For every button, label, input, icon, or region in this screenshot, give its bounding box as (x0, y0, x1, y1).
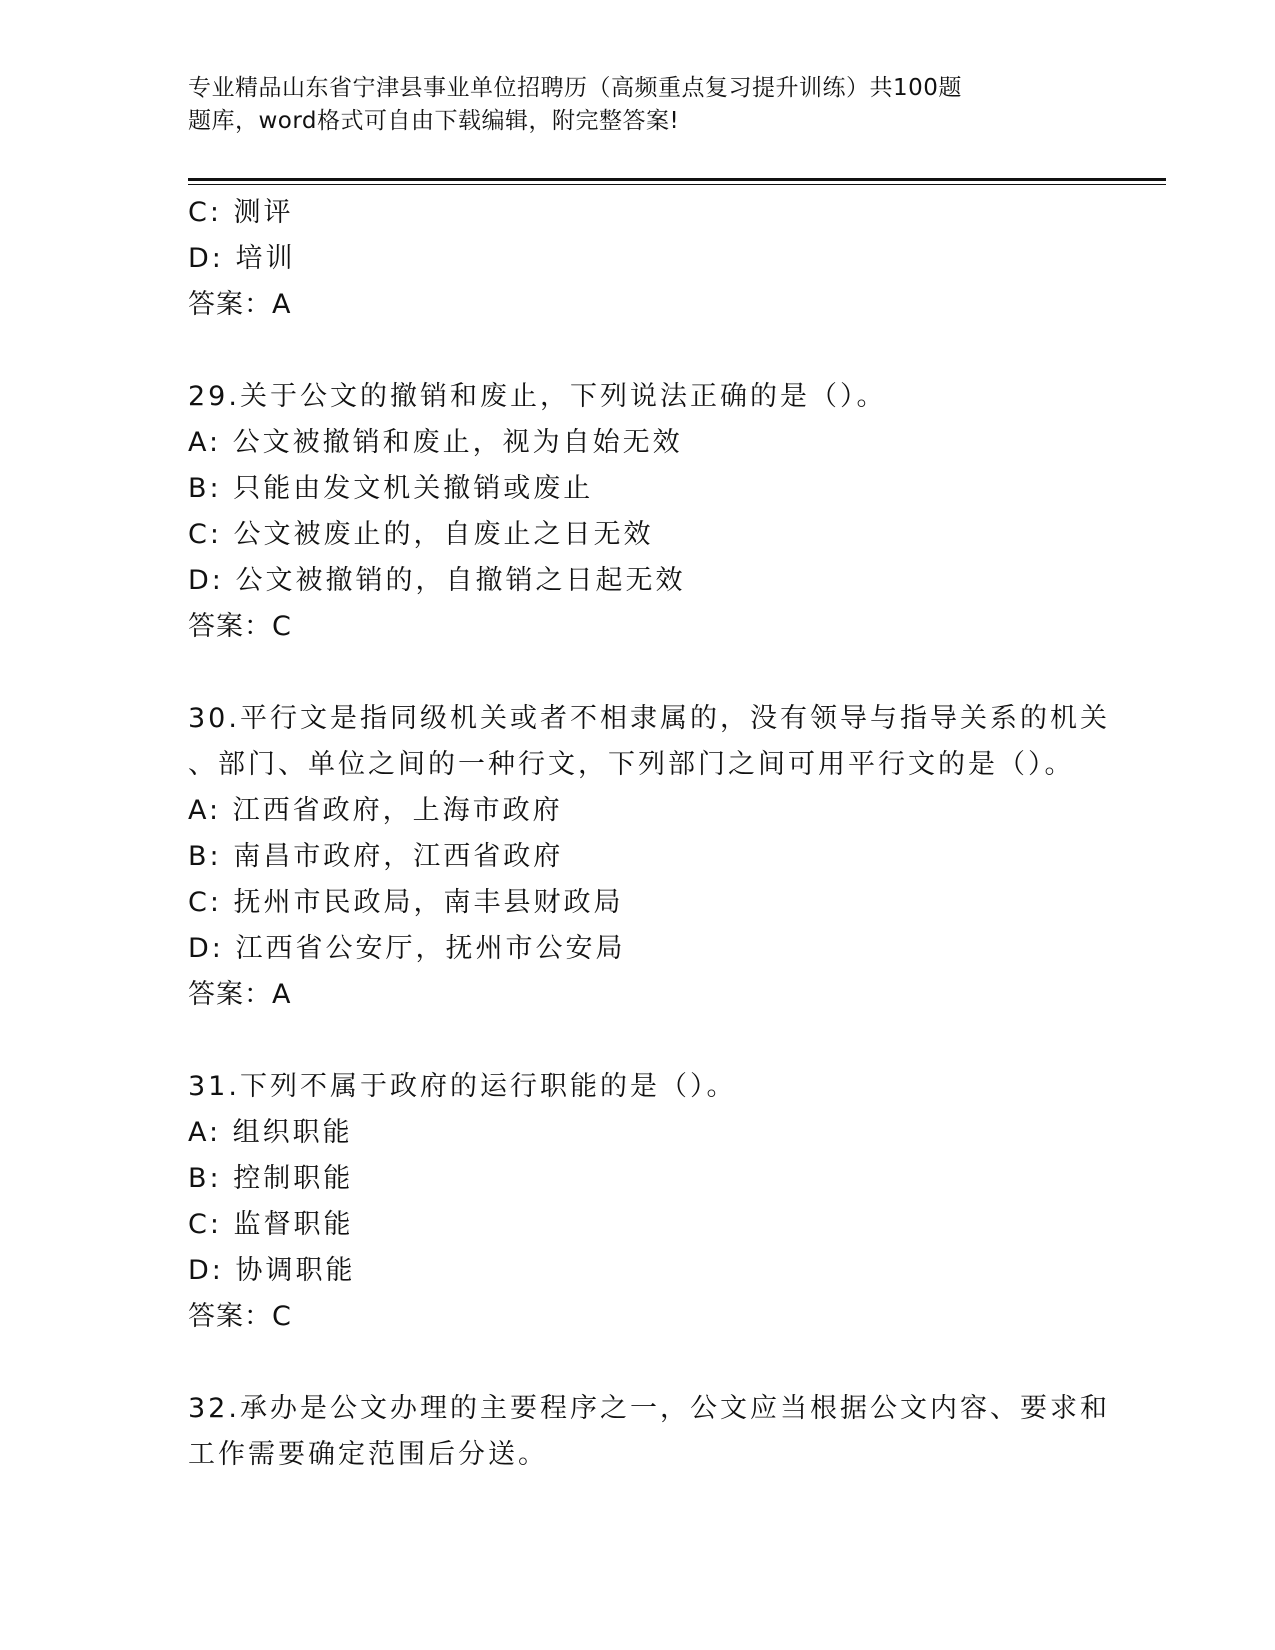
option-c: C: 公文被废止的，自废止之日无效 (188, 519, 654, 550)
question-text-continued: 、部门、单位之间的一种行文，下列部门之间可用平行文的是（）。 (188, 749, 1075, 780)
answer-line: 答案：C (188, 1301, 292, 1332)
spacer (188, 328, 1088, 374)
document-body (188, 190, 1110, 1478)
header-line-2: 题库，word格式可自由下载编辑，附完整答案! (188, 108, 680, 134)
spacer (188, 1340, 1088, 1386)
question-text: 31.下列不属于政府的运行职能的是（）。 (188, 1071, 737, 1102)
answer-line: 答案：A (188, 289, 292, 320)
spacer (188, 1018, 1088, 1064)
question-text: 30.平行文是指同级机关或者不相隶属的，没有领导与指导关系的机关 (188, 703, 1110, 734)
option-b: B: 控制职能 (188, 1163, 354, 1194)
option-a: A: 组织职能 (188, 1117, 353, 1148)
answer-line: 答案：A (188, 979, 292, 1010)
answer-line: 答案：C (188, 611, 292, 642)
option-c: C: 监督职能 (188, 1209, 354, 1240)
question-text: 32.承办是公文办理的主要程序之一，公文应当根据公文内容、要求和 (188, 1393, 1110, 1424)
option-d: D: 培训 (188, 243, 296, 274)
question-29 (188, 374, 1088, 650)
header-divider-thin (188, 184, 1166, 185)
option-c: C: 测评 (188, 197, 294, 228)
option-b: B: 只能由发文机关撤销或废止 (188, 473, 594, 504)
spacer (188, 650, 1088, 696)
option-c: C: 抚州市民政局，南丰县财政局 (188, 887, 624, 918)
question-30 (188, 696, 1110, 1018)
question-text-continued: 工作需要确定范围后分送。 (188, 1439, 548, 1470)
question-32 (188, 1386, 1110, 1478)
header-line-1: 专业精品山东省宁津县事业单位招聘历（高频重点复习提升训练）共100题 (188, 75, 962, 101)
option-d: D: 江西省公安厅，抚州市公安局 (188, 933, 626, 964)
option-d: D: 协调职能 (188, 1255, 356, 1286)
option-b: B: 南昌市政府，江西省政府 (188, 841, 564, 872)
option-a: A: 江西省政府，上海市政府 (188, 795, 563, 826)
question-31 (188, 1064, 1088, 1340)
question-text: 29.关于公文的撤销和废止，下列说法正确的是（）。 (188, 381, 887, 412)
header-divider-thick (188, 178, 1166, 181)
option-d: D: 公文被撤销的，自撤销之日起无效 (188, 565, 686, 596)
document-header (188, 72, 1038, 138)
question-fragment (188, 190, 1088, 328)
option-a: A: 公文被撤销和废止，视为自始无效 (188, 427, 683, 458)
